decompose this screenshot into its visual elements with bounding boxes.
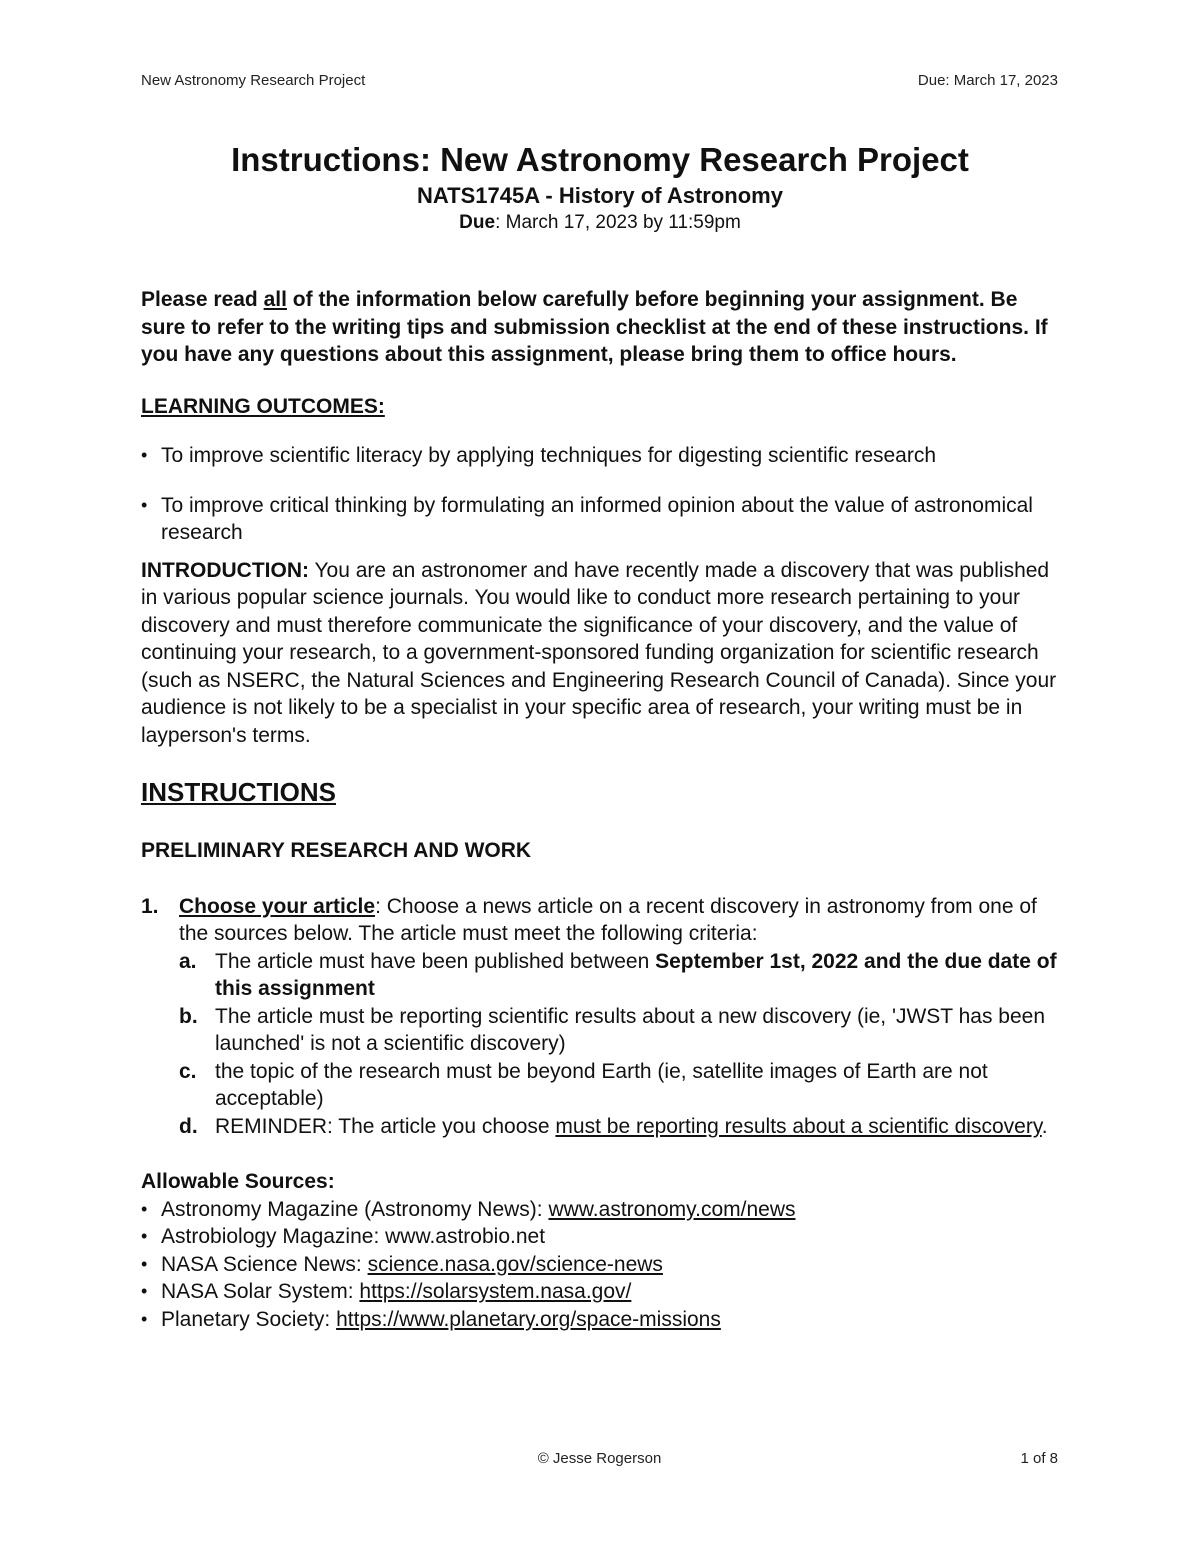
sources-list: [141, 1196, 1061, 1334]
notice-underlined: all: [263, 288, 287, 311]
source-link[interactable]: science.nasa.gov/science-news: [367, 1252, 663, 1276]
footer-copyright: © Jesse Rogerson: [537, 1450, 662, 1467]
page-footer: [141, 1450, 1058, 1470]
list-item: [179, 1058, 1061, 1113]
criterion-underlined: must be reporting results about a scientific discovery: [555, 1114, 1042, 1138]
instructions-heading: INSTRUCTIONS: [141, 777, 336, 807]
step-text: : Choose a news article on a recent discovery in astronomy from one of the sources below. The article must meet the following criteria:: [179, 894, 1037, 945]
outcome-text: To improve critical thinking by formulating an informed opinion about the value of astronomical research: [161, 493, 1033, 544]
introduction-label: INTRODUCTION:: [141, 558, 309, 582]
list-item: [141, 1278, 1061, 1306]
introduction-text: You are an astronomer and have recently made a discovery that was published in various popular science journals. You would like to conduct more research pertaining to your discovery and must therefore communicate the significance of your discovery, and the value of continuing your research, to a government-sponsored funding organization for scientific research (such as NSERC, the Natural Sciences and Engineering Research Council of Canada). Since your audience is not likely to be a specialist in your specific area of research, your writing must be in layperson's terms.: [141, 558, 1057, 747]
due-line: [0, 210, 1200, 236]
bullet-icon: •: [141, 1226, 148, 1246]
page-number: 1 of 8: [1020, 1450, 1058, 1467]
source-link[interactable]: https://solarsystem.nasa.gov/: [359, 1280, 632, 1303]
title-block: [0, 140, 1200, 236]
source-name: Astronomy Magazine (Astronomy News):: [161, 1197, 549, 1221]
criterion-letter: c.: [179, 1059, 197, 1083]
list-item: [141, 1196, 1061, 1224]
bullet-icon: •: [141, 494, 148, 515]
list-item: [141, 492, 1061, 547]
step-number: 1.: [141, 894, 159, 918]
criterion-text: The article must have been published between: [215, 949, 656, 973]
source-name: NASA Science News:: [161, 1252, 368, 1276]
criterion-text: The article must be reporting scientific results about a new discovery (ie, 'JWST has been launched' is not a scientific discovery): [215, 1004, 1045, 1055]
criteria-list: [179, 948, 1061, 1141]
bullet-icon: •: [141, 1308, 148, 1329]
notice-text-2: of the information below carefully before beginning your assignment. Be sure to refer to the writing tips and submission checklist at the end of these instructions. If you have any questions about this assignment, please bring them to office hours.: [141, 288, 1048, 366]
list-item: [141, 442, 1061, 470]
sources-heading: Allowable Sources:: [141, 1170, 335, 1193]
criterion-end: .: [1041, 1114, 1048, 1138]
learning-outcomes-heading: LEARNING OUTCOMES:: [141, 394, 385, 418]
learning-outcomes-list: [141, 442, 1061, 547]
preliminary-heading: PRELIMINARY RESEARCH AND WORK: [141, 839, 532, 862]
notice-text-1: Please read: [141, 288, 264, 311]
step-label: Choose your article: [179, 894, 376, 918]
outcome-text: To improve scientific literacy by applying techniques for digesting scientific research: [161, 444, 937, 467]
due-text: : March 17, 2023 by 11:59pm: [495, 212, 741, 233]
bullet-icon: •: [141, 1253, 148, 1274]
source-link[interactable]: www.astronomy.com/news: [548, 1197, 796, 1221]
read-notice: [141, 286, 1061, 369]
criterion-text: the topic of the research must be beyond Earth (ie, satellite images of Earth are not acceptable): [215, 1059, 988, 1110]
due-label: Due: [459, 212, 496, 233]
bullet-icon: •: [141, 1198, 148, 1219]
list-item: [141, 1251, 1061, 1279]
step-1: [141, 893, 1061, 1141]
source-name: NASA Solar System:: [161, 1280, 360, 1303]
list-item: [141, 1306, 1061, 1334]
source-name: Astrobiology Magazine: www.astrobio.net: [161, 1225, 546, 1248]
source-link[interactable]: https://www.planetary.org/space-missions: [336, 1307, 721, 1331]
course-subtitle: NATS1745A - History of Astronomy: [417, 183, 783, 208]
header-project-name: New Astronomy Research Project: [141, 72, 366, 89]
bullet-icon: •: [141, 1281, 148, 1301]
source-name: Planetary Society:: [161, 1307, 337, 1331]
criterion-letter: b.: [179, 1004, 198, 1028]
criterion-text: REMINDER: The article you choose: [215, 1114, 556, 1138]
list-item: [179, 948, 1061, 1003]
running-header: [141, 72, 1058, 92]
list-item: [179, 1003, 1061, 1058]
page-title: Instructions: New Astronomy Research Project: [231, 141, 969, 178]
list-item: [179, 1113, 1061, 1141]
header-due-date: Due: March 17, 2023: [917, 72, 1058, 89]
document-body: [141, 286, 1061, 1333]
list-item: [141, 1223, 1061, 1251]
introduction-paragraph: [141, 557, 1061, 750]
criterion-letter: d.: [179, 1114, 198, 1138]
criterion-bold: September 1st, 2022 and the due date of this assignment: [215, 949, 1057, 1000]
criterion-letter: a.: [179, 949, 197, 973]
bullet-icon: •: [141, 445, 148, 465]
